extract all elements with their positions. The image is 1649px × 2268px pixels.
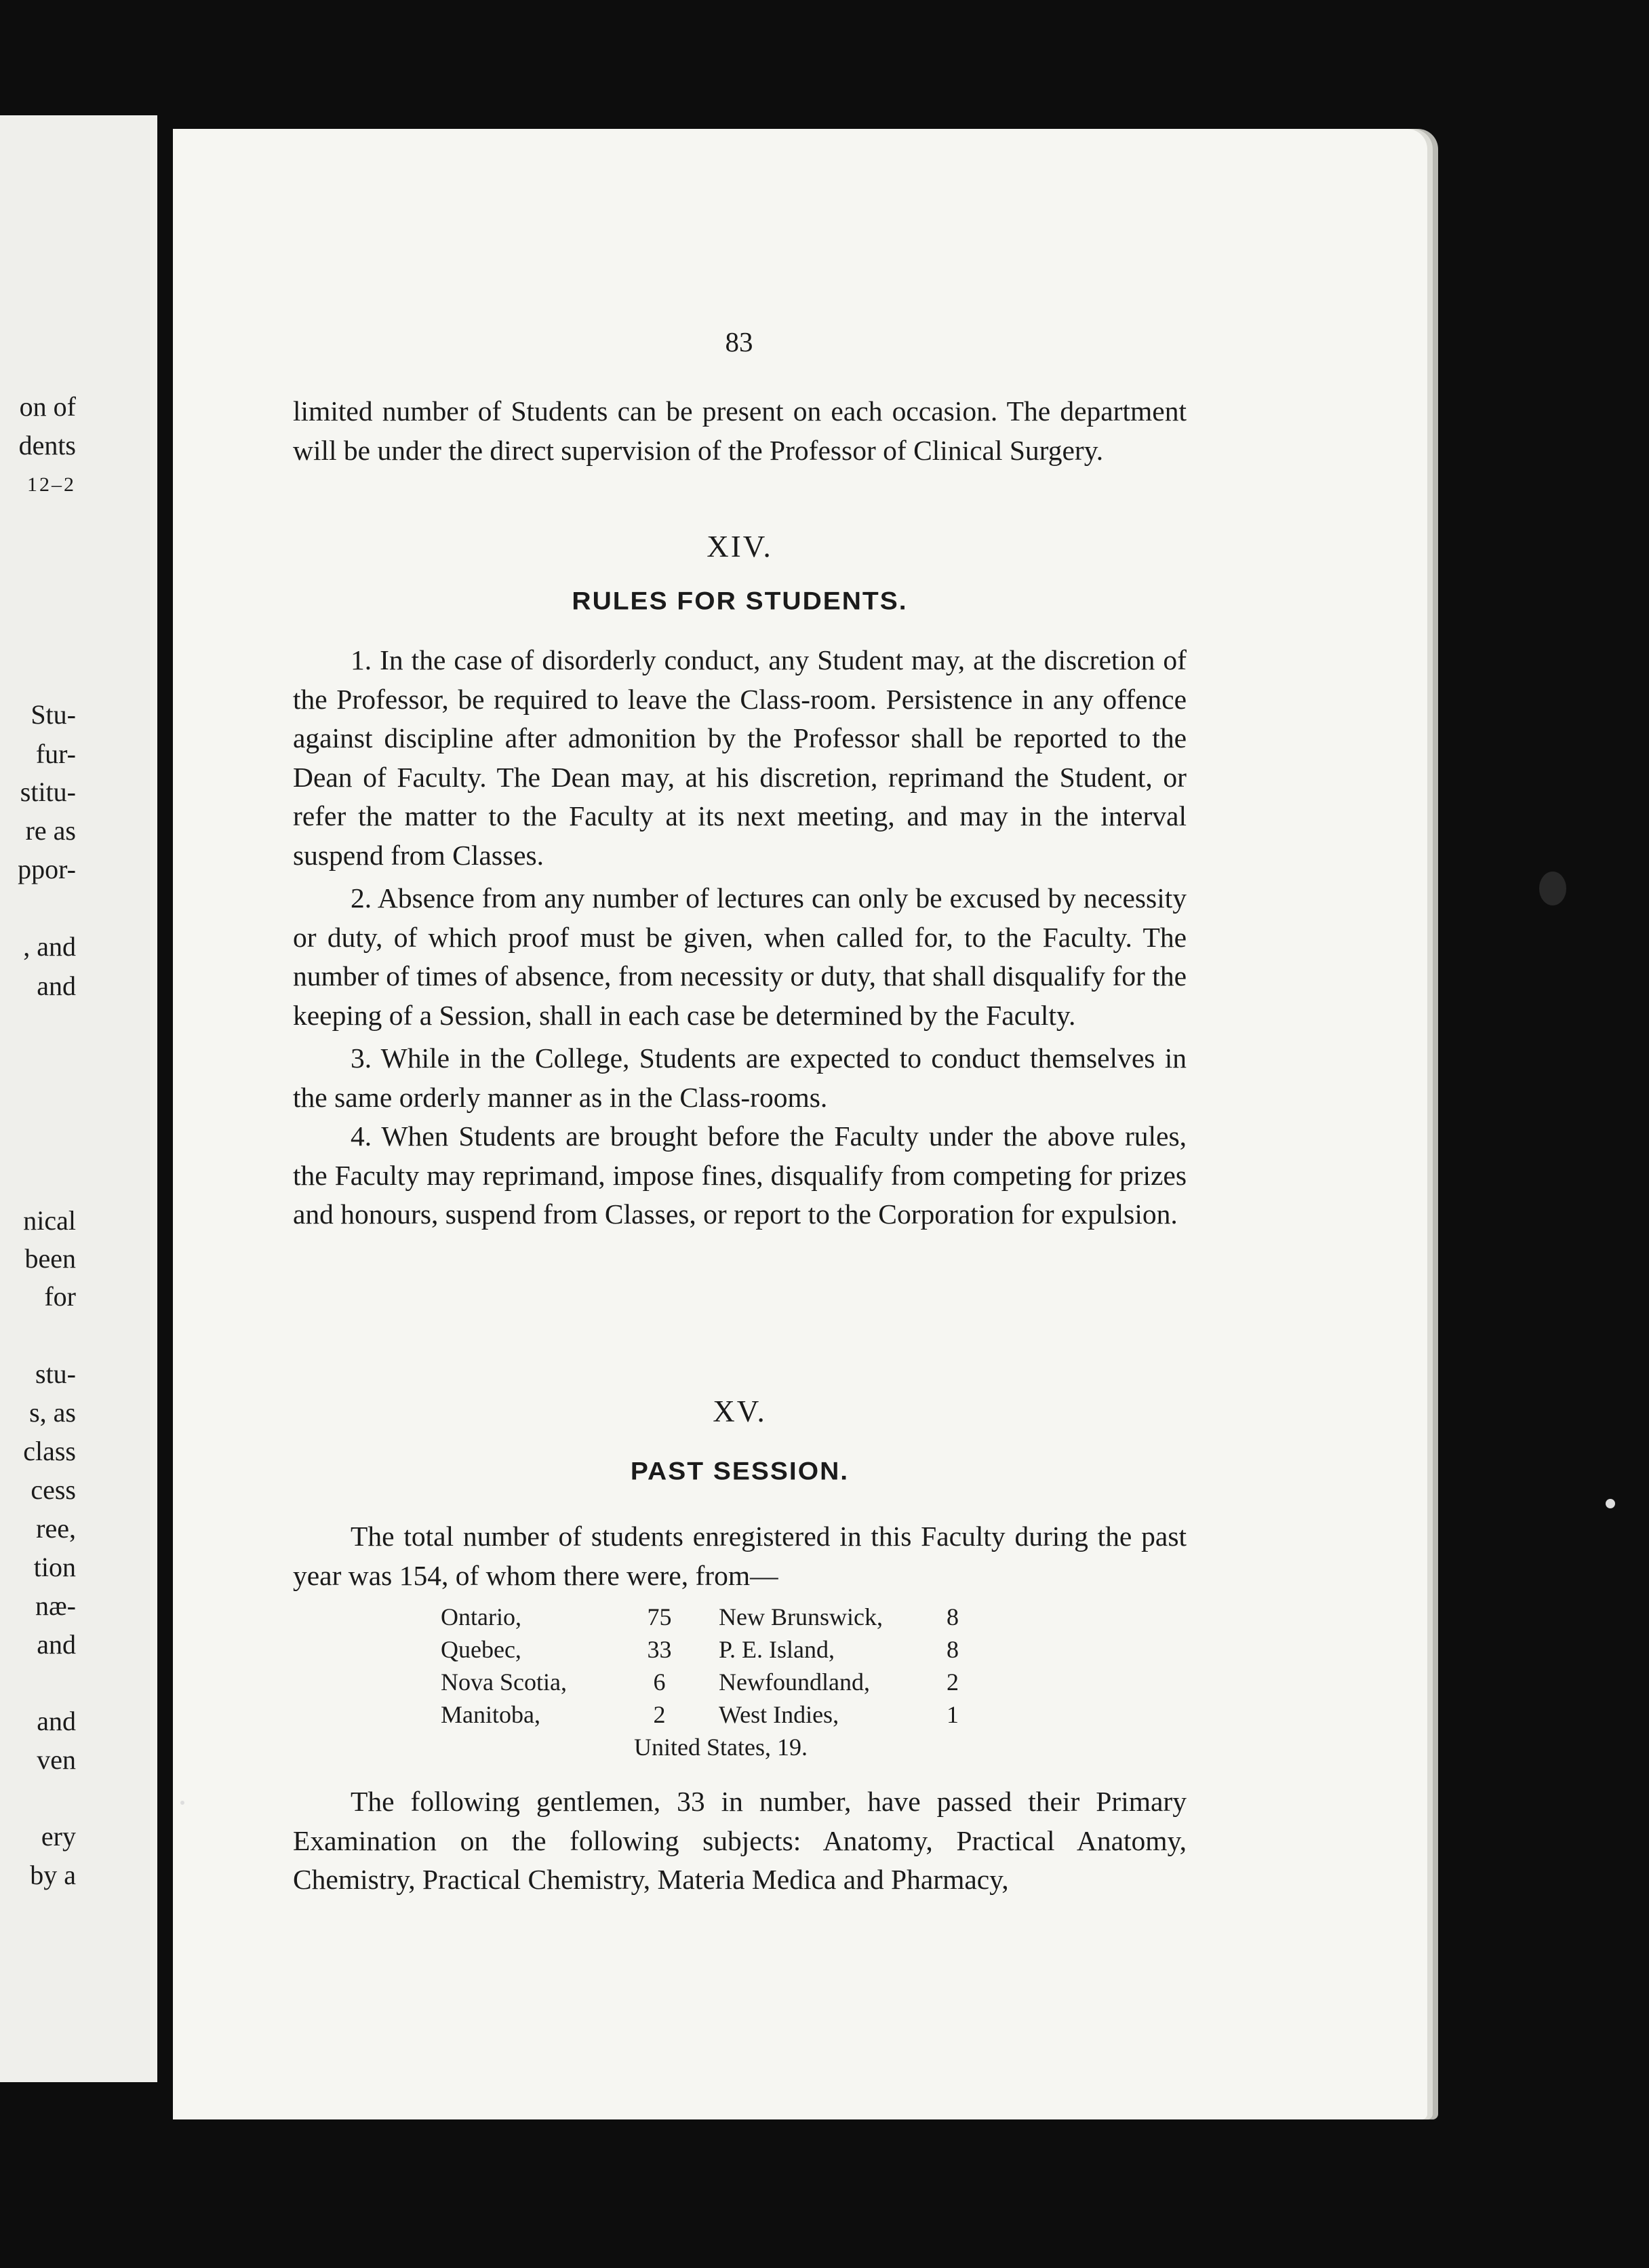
enrollment-text: The total number of students enregistered in this Faculty during the past year was 154, of whom there were, from— [293, 1521, 1187, 1591]
left-page-fragment: cess [31, 1474, 76, 1505]
origin-count: 33 [647, 1636, 672, 1663]
left-page-fragment: 12–2 [27, 473, 76, 496]
rule-item: 3. While in the College, Students are expected to conduct themselves in the same orderly manner as in the Class-rooms. [293, 1042, 1187, 1113]
origin-count: 6 [653, 1668, 666, 1696]
left-page-fragment: stu- [35, 1358, 76, 1389]
student-origins-table [441, 1601, 1051, 1763]
left-page-fragment: stitu- [20, 777, 76, 807]
left-page-fragment: dents [18, 430, 76, 461]
left-page-fragment: been [24, 1243, 76, 1274]
scan-speck [180, 1801, 184, 1805]
rules-list [293, 641, 1187, 1234]
origin-count: 75 [647, 1603, 672, 1630]
origin-count: 2 [653, 1701, 666, 1728]
left-page-edge [0, 115, 157, 2082]
origin-place: Newfoundland, [719, 1668, 870, 1696]
rule-item: 2. Absence from any number of lectures can only be excused by necessity or duty, of which proof must be given, when called for, to the Faculty. The number of times of absence, from necessity or duty, that shall disqualify for the keeping of a Session, shall in each case be determined by the Faculty. [293, 882, 1187, 1031]
left-page-fragment: by a [30, 1860, 76, 1890]
origin-place: Ontario, [441, 1603, 521, 1630]
left-page-fragment: ven [37, 1744, 76, 1775]
section-numeral-xiv: XIV. [707, 530, 773, 564]
page-number: 83 [725, 326, 753, 357]
left-page-fragment: tion [33, 1552, 76, 1582]
table-row [441, 1601, 973, 1633]
section-numeral-xv: XV. [713, 1394, 767, 1428]
table-row [441, 1666, 973, 1698]
left-page-fragment: ree, [36, 1513, 76, 1544]
left-page-fragment: ppor- [18, 854, 76, 884]
closing-paragraph [293, 1782, 1187, 1900]
origin-count: 8 [947, 1636, 959, 1663]
closing-text: The following gentlemen, 33 in number, have passed their Primary Examination on the following subjects: Anatomy, Practical Anatomy, Chemistry, Practical Chemistry, Materia Medica and Pharmacy, [293, 1786, 1187, 1895]
origin-place: Nova Scotia, [441, 1668, 567, 1696]
left-page-fragment: , and [23, 931, 76, 962]
left-page-fragment: re as [25, 815, 76, 846]
origin-place: West Indies, [719, 1701, 839, 1728]
section-heading-past-session: PAST SESSION. [630, 1458, 850, 1485]
scan-speck [1539, 872, 1566, 905]
table-row [441, 1698, 973, 1731]
left-page-fragment: on of [19, 391, 76, 422]
left-page-fragment: and [37, 1629, 76, 1660]
rule-item: 1. In the case of disorderly conduct, any Student may, at the discretion of the Professor, be required to leave the Class-room. Persistence in any offence against discipline after admonition by the Professor shall be reported to the Dean of Faculty. The Dean may, at his discretion, reprimand the Student, or refer the matter to the Faculty at its next meeting, and may in the interval suspend from Classes. [293, 644, 1187, 871]
rule-item: 4. When Students are brought before the Faculty under the above rules, the Faculty may reprimand, impose fines, disqualify from competing for prizes and honours, suspend from Classes, or report to the Corporation for expulsion. [293, 1120, 1187, 1230]
united-states-line: United States, 19. [634, 1734, 808, 1761]
origin-place: Manitoba, [441, 1701, 540, 1728]
left-page-fragment: s, as [29, 1397, 76, 1428]
left-page-fragment: fur- [35, 739, 76, 769]
left-page-fragment: nical [23, 1205, 76, 1236]
left-page-fragment: and [37, 971, 76, 1001]
origin-count: 8 [947, 1603, 959, 1630]
origin-count: 1 [947, 1701, 959, 1728]
intro-paragraph [293, 392, 1187, 470]
left-page-fragment: and [37, 1706, 76, 1736]
left-page-fragment: class [23, 1436, 76, 1466]
origin-place: P. E. Island, [719, 1636, 835, 1663]
left-page-fragment: næ- [35, 1590, 76, 1621]
scan-speck [1606, 1499, 1615, 1508]
enrollment-paragraph [293, 1517, 1187, 1595]
left-page-fragment: Stu- [31, 699, 76, 730]
origin-count: 2 [947, 1668, 959, 1696]
table-row [441, 1633, 973, 1666]
left-page-fragment: for [44, 1281, 76, 1312]
origin-place: New Brunswick, [719, 1603, 883, 1630]
origin-place: Quebec, [441, 1636, 521, 1663]
intro-text: limited number of Students can be present on each occasion. The department will be under the direct supervision of the Professor of Clinical Surgery. [293, 395, 1187, 466]
left-page-fragment: ery [41, 1821, 76, 1852]
section-heading-rules: RULES FOR STUDENTS. [572, 587, 908, 615]
